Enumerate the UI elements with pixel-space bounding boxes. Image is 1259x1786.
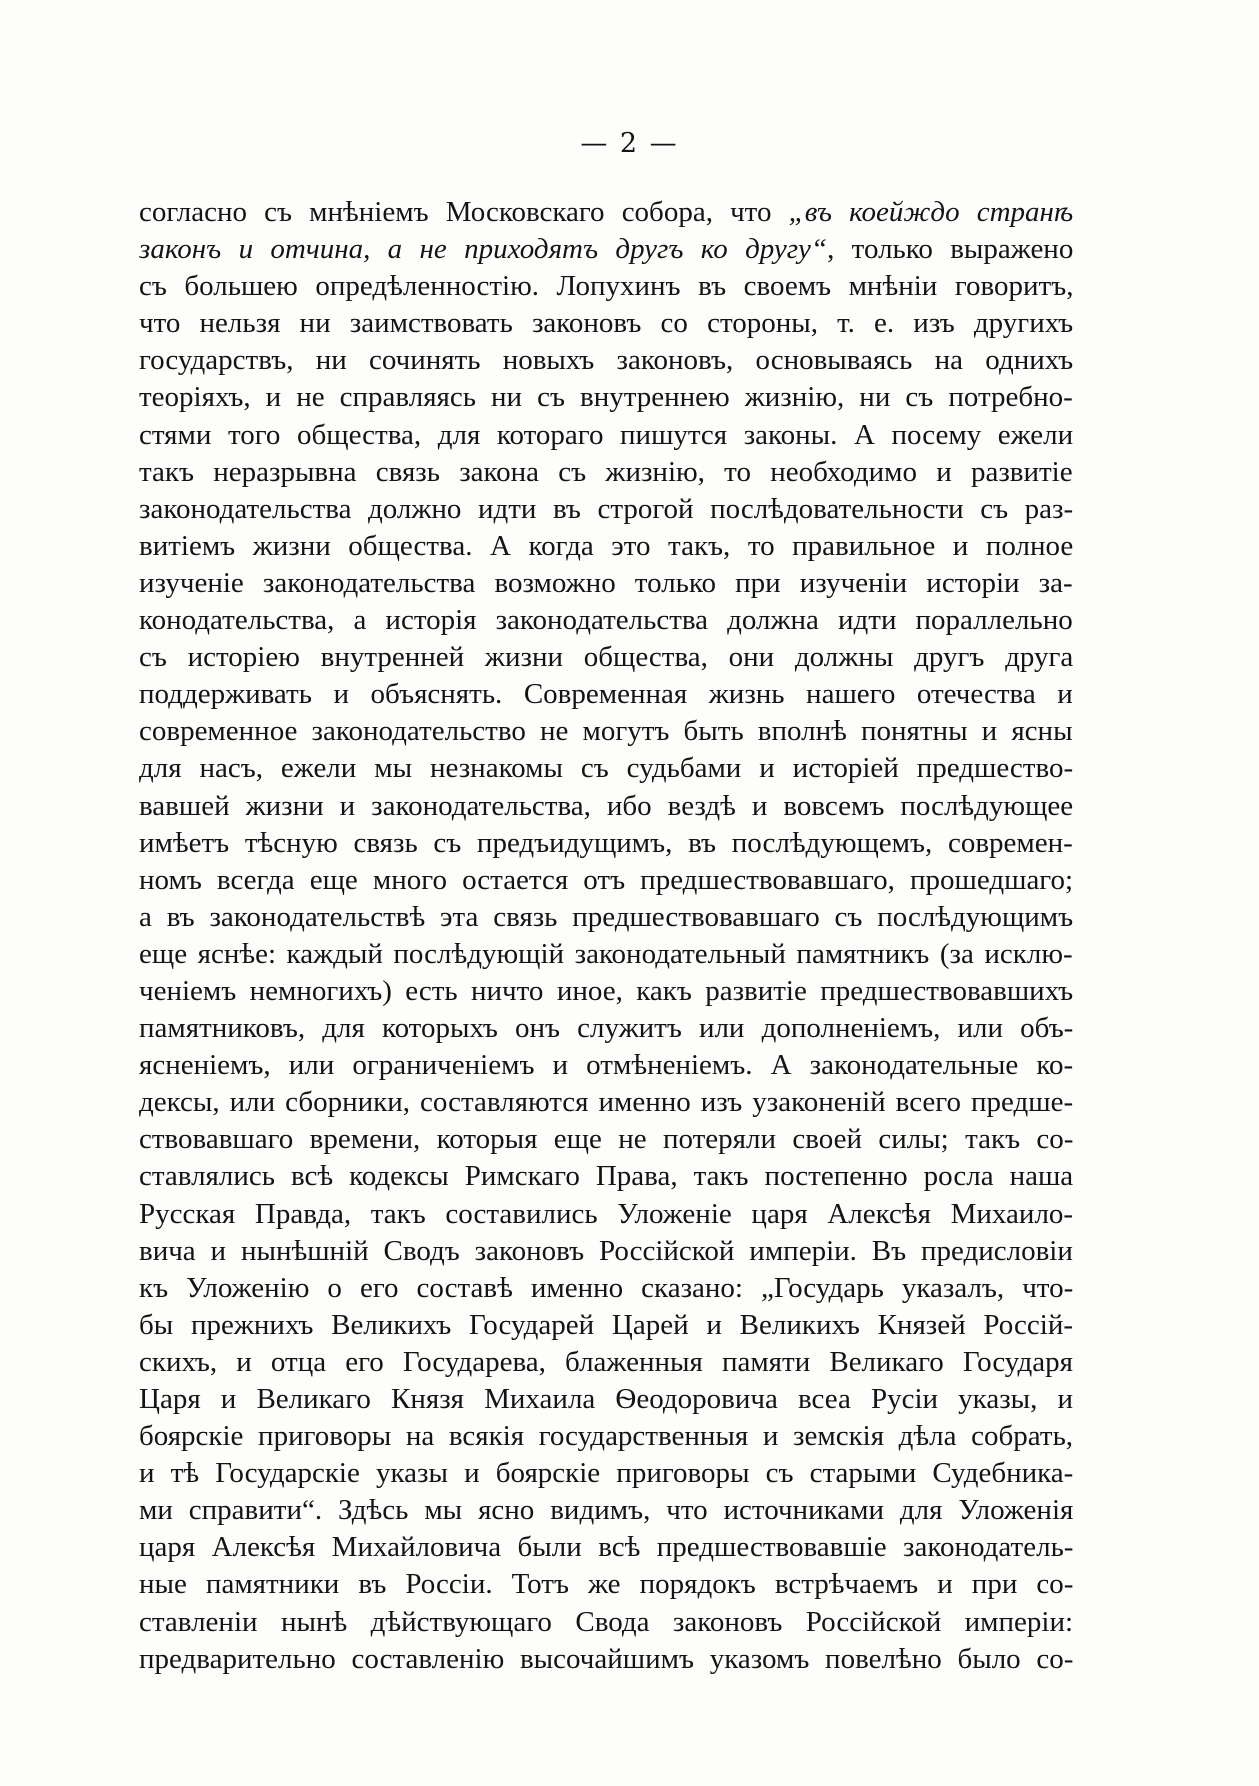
text-line <box>139 602 1073 639</box>
line-text: ясненіемъ, или ограниченіемъ и отмѣненіемъ. А законодательные ко- <box>139 1049 1073 1082</box>
text-line <box>139 1047 1073 1084</box>
text-line <box>139 676 1073 713</box>
line-text: номъ всегда еще много остается отъ предшествовавшаго, прошедшаго; <box>139 863 1073 896</box>
line-text: бы прежнихъ Великихъ Государей Царей и Великихъ Князей Россій- <box>139 1308 1073 1341</box>
line-text: предварительно составленію высочайшимъ указомъ повелѣно было со- <box>139 1642 1073 1675</box>
text-line <box>139 899 1073 936</box>
line-text: дексы, или сборники, составляются именно изъ узаконеній всего предше- <box>139 1086 1073 1119</box>
line-text: теоріяхъ, и не справляясь ни съ внутреннею жизнію, ни съ потребно- <box>139 381 1073 414</box>
line-text: витіемъ жизни общества. А когда это такъ, то правильное и полное <box>139 529 1073 562</box>
text-line <box>139 1418 1073 1455</box>
text-line <box>139 1196 1073 1233</box>
line-text: и тѣ Государскіе указы и боярскіе приговоры съ старыми Судебника- <box>139 1457 1073 1490</box>
line-text: поддерживать и объяснять. Современная жизнь нашего отечества и <box>139 678 1073 711</box>
line-text: ствовавшаго времени, которыя еще не потеряли своей силы; такъ со- <box>139 1123 1073 1156</box>
line-text: а въ законодательствѣ эта связь предшествовавшаго съ послѣдующимъ <box>139 900 1073 933</box>
line-text: ченіемъ немногихъ) есть ничто иное, какъ развитіе предшествовавшихъ <box>139 974 1073 1007</box>
line-text: царя Алексѣя Михайловича были всѣ предшествовавшіе законодатель- <box>139 1531 1073 1564</box>
line-text: Русская Правда, такъ составились Уложеніе царя Алексѣя Михаило- <box>139 1197 1073 1230</box>
text-line <box>139 788 1073 825</box>
text-line <box>139 1455 1073 1492</box>
text-line <box>139 231 1073 268</box>
text-line <box>139 1270 1073 1307</box>
text-line <box>139 1529 1073 1566</box>
text-line <box>139 1381 1073 1418</box>
text-line <box>139 1010 1073 1047</box>
text-line <box>139 973 1073 1010</box>
line-text: Царя и Великаго Князя Михаила Ѳеодоровича всеа Русіи указы, и <box>139 1383 1073 1415</box>
text-line <box>139 454 1073 491</box>
line-text: что нельзя ни заимствовать законовъ со стороны, т. е. изъ другихъ <box>139 307 1073 340</box>
line-text: памятниковъ, для которыхъ онъ служитъ или дополненіемъ, или объ- <box>139 1012 1073 1045</box>
line-text: скихъ, и отца его Государева, блаженныя памяти Великаго Государя <box>139 1345 1073 1378</box>
line-text: къ Уложенію о его составѣ именно сказано: „Государь указалъ, что- <box>139 1271 1073 1304</box>
text-line <box>139 1307 1073 1344</box>
line-text: ные памятники въ Россіи. Тотъ же порядокъ встрѣчаемъ и при со- <box>139 1568 1073 1601</box>
text-line <box>139 565 1073 602</box>
text-line <box>139 417 1073 454</box>
line-text: согласно съ мнѣніемъ Московскаго собора, что <box>139 196 789 228</box>
text-line <box>139 1344 1073 1381</box>
line-text: ставлялись всѣ кодексы Римскаго Права, такъ постепенно росла наша <box>139 1160 1073 1193</box>
line-text: ми справити“. Здѣсь мы ясно видимъ, что источниками для Уложенія <box>139 1494 1073 1527</box>
line-text: государствъ, ни сочинять новыхъ законовъ, основываясь на однихъ <box>139 344 1073 377</box>
line-text: съ большею опредѣленностію. Лопухинъ въ своемъ мнѣніи говоритъ, <box>139 270 1073 303</box>
text-line <box>139 268 1073 305</box>
body-text <box>139 194 1073 1678</box>
text-line <box>139 862 1073 899</box>
line-text: конодательства, а исторія законодательства должна идти пораллельно <box>139 604 1073 637</box>
text-line <box>139 379 1073 416</box>
line-text: вавшей жизни и законодательства, ибо вездѣ и вовсемъ послѣдующее <box>139 789 1073 822</box>
text-line <box>139 750 1073 787</box>
line-text: ставленіи нынѣ дѣйствующаго Свода законовъ Россійской имперіи: <box>139 1605 1073 1638</box>
text-line <box>139 825 1073 862</box>
italic-quote: законъ и отчина, а не приходятъ другъ ко другу“ <box>139 233 828 266</box>
text-line <box>139 1158 1073 1195</box>
text-line <box>139 936 1073 973</box>
line-text: законодательства должно идти въ строгой послѣдовательности съ раз- <box>139 492 1073 525</box>
text-line <box>139 1233 1073 1270</box>
line-text: еще яснѣе: каждый послѣдующій законодательный памятникъ (за исклю- <box>139 937 1073 970</box>
line-text: съ исторіею внутренней жизни общества, они должны другъ друга <box>139 641 1073 674</box>
text-line <box>139 713 1073 750</box>
line-text: стями того общества, для котораго пишутся законы. А посему ежели <box>139 418 1073 451</box>
text-line <box>139 1641 1073 1678</box>
text-line <box>139 528 1073 565</box>
line-text: изученіе законодательства возможно только при изученіи исторіи за- <box>139 566 1073 599</box>
text-line <box>139 1566 1073 1603</box>
text-line <box>139 1604 1073 1641</box>
text-line <box>139 639 1073 676</box>
line-text: такъ неразрывна связь закона съ жизнію, то необходимо и развитіе <box>139 455 1073 488</box>
line-text: , только выражено <box>827 233 1073 266</box>
line-text: для насъ, ежели мы незнакомы съ судьбами и исторіей предшество- <box>139 752 1073 785</box>
text-line <box>139 342 1073 379</box>
italic-quote: „въ коейждо странѣ <box>788 196 1073 228</box>
text-line <box>139 1492 1073 1529</box>
line-text: имѣетъ тѣсную связь съ предъидущимъ, въ послѣдующемъ, современ- <box>139 826 1073 859</box>
text-line <box>139 1084 1073 1121</box>
line-text: вича и нынѣшній Сводъ законовъ Россійской имперіи. Въ предисловіи <box>139 1234 1073 1267</box>
text-line <box>139 1121 1073 1158</box>
line-text: современное законодательство не могутъ быть вполнѣ понятны и ясны <box>139 715 1073 748</box>
page-number: — 2 — <box>580 128 679 159</box>
text-line <box>139 194 1073 231</box>
line-text: боярскіе приговоры на всякія государственныя и земскія дѣла собрать, <box>139 1420 1073 1453</box>
text-line <box>139 305 1073 342</box>
text-line <box>139 491 1073 528</box>
